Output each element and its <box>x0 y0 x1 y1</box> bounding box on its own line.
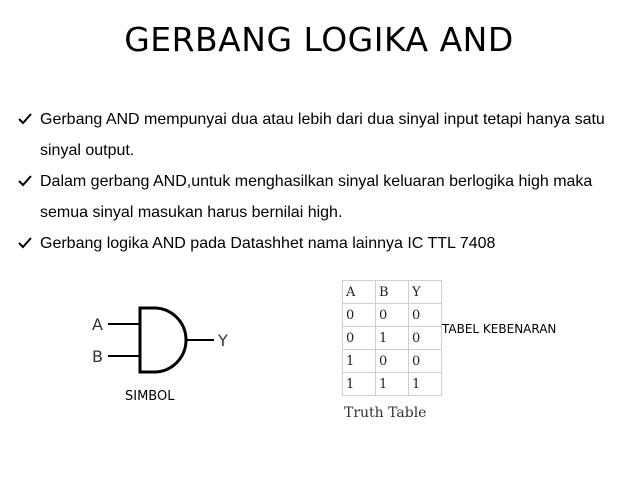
table-row <box>343 304 442 327</box>
input-a-label: A <box>92 315 103 334</box>
table-cell: 0 <box>409 350 442 373</box>
bullet-item-1 <box>18 104 628 166</box>
table-row <box>343 350 442 373</box>
table-cell: 0 <box>409 304 442 327</box>
bullet-text-3: Gerbang logika AND pada Datashhet nama lainnya IC TTL 7408 <box>40 235 496 252</box>
truth-table-label: TABEL KEBENARAN <box>442 322 557 336</box>
bullet-text-1: Gerbang AND mempunyai dua atau lebih dari dua sinyal input tetapi hanya satu sinyal output. <box>40 111 605 159</box>
table-cell: 0 <box>409 327 442 350</box>
and-gate-body <box>140 308 186 372</box>
table-row <box>343 327 442 350</box>
slide-title: GERBANG LOGIKA AND <box>124 20 514 59</box>
output-y-label: Y <box>218 331 228 350</box>
table-cell: 0 <box>376 304 409 327</box>
header-cell: A <box>343 281 376 304</box>
checkmark-icon <box>18 237 32 249</box>
bullet-list <box>18 104 628 259</box>
table-cell: 1 <box>409 373 442 396</box>
input-b-label: B <box>92 347 103 366</box>
and-gate-symbol <box>88 300 258 380</box>
header-cell: B <box>376 281 409 304</box>
table-cell: 1 <box>376 373 409 396</box>
header-cell: Y <box>409 281 442 304</box>
bullet-item-2 <box>18 166 628 228</box>
table-cell: 0 <box>343 327 376 350</box>
symbol-caption: SIMBOL <box>125 389 175 404</box>
bullet-text-2: Dalam gerbang AND,untuk menghasilkan sinyal keluaran berlogika high maka semua sinyal masukan harus bernilai high. <box>40 173 593 221</box>
table-cell: 1 <box>343 373 376 396</box>
bullet-item-3 <box>18 228 628 259</box>
table-cell: 0 <box>376 350 409 373</box>
table-cell: 0 <box>343 304 376 327</box>
checkmark-icon <box>18 175 32 187</box>
table-cell: 1 <box>343 350 376 373</box>
table-row <box>343 373 442 396</box>
checkmark-icon <box>18 113 32 125</box>
table-cell: 1 <box>376 327 409 350</box>
truth-table-caption: Truth Table <box>344 405 427 421</box>
truth-table <box>342 280 442 396</box>
table-header-row <box>343 281 442 304</box>
